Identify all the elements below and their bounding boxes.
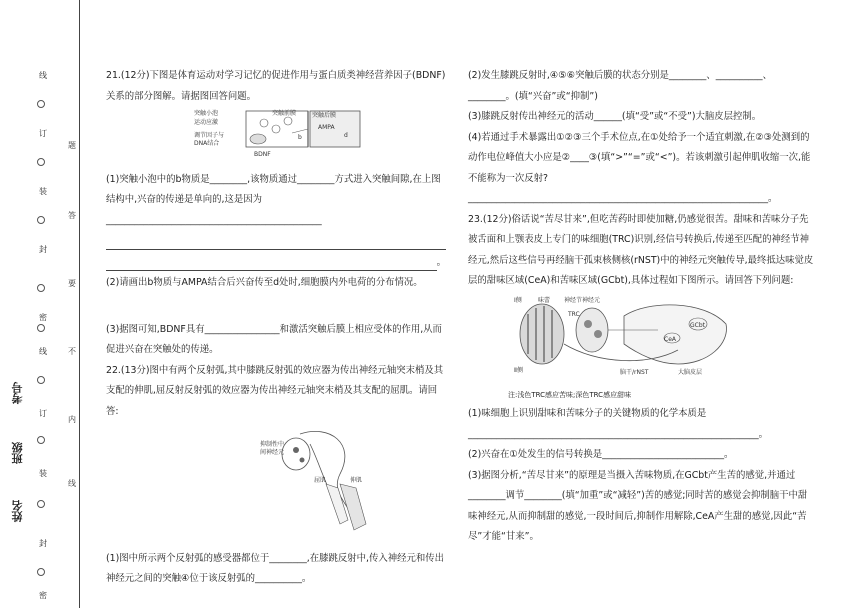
binding-dash-char: 封 xyxy=(39,539,47,548)
answer-line xyxy=(106,253,437,271)
binding-dash-char: 订 xyxy=(39,409,47,418)
fig3-label: Ⅰ侧 xyxy=(514,296,522,304)
fig1-label: AMPA xyxy=(318,124,335,131)
fig3-label: 大脑皮层 xyxy=(678,368,703,376)
binding-dash-char: 装 xyxy=(39,469,47,478)
binding-dash-char: 装 xyxy=(39,187,47,196)
fig3-label: TRC xyxy=(568,310,580,318)
q21-part2: (2)请画出b物质与AMPA结合后兴奋传至d处时,细胞膜内外电荷的分布情况。 xyxy=(106,277,423,288)
binding-dash-char: 密 xyxy=(39,313,47,322)
binding-dash-char: 封 xyxy=(39,245,47,254)
q21-part1-end: 。 xyxy=(436,256,446,268)
fig2-label: 屈肌 xyxy=(314,477,327,484)
fig3-label: CeA xyxy=(664,335,676,343)
q21-part1: (1)突触小泡中的b物质是________,该物质通过________方式进入突触间隙,在上图结构中,兴奋的传递是单向的,这是因为______________________________________________ xyxy=(106,173,441,226)
binding-circle xyxy=(37,376,45,384)
binding-margin xyxy=(0,0,80,608)
class-label: 班级 xyxy=(11,442,24,464)
reflex-arc-figure xyxy=(260,424,376,536)
fig1-label: b xyxy=(298,134,302,141)
q23-part3: (3)据图分析,“苦尽甘来”的原理是当摄入苦味物质,在GCbt产生苦的感觉,并通过________调节________(填“加重”或“减轻”)苦的感觉;同时苦的感觉会抑制脑干中甜味神经元,从而抑制甜的感觉,一段时间后,抑制作用解除,CeA产生甜的感觉,因此“苦尽”才能“甘来”。 xyxy=(468,469,808,542)
right-column xyxy=(468,66,816,548)
q22-intro: 22.(13分)图中有两个反射弧,其中膝跳反射弧的效应器为传出神经元轴突末梢及其支配的伸肌,屈反射反射弧的效应器为传出神经元轴突末梢及其支配的屈肌。请回答: xyxy=(106,364,444,417)
binding-circle xyxy=(37,216,45,224)
figure-note: 注:浅色TRC感应苦味;深色TRC感应甜味 xyxy=(508,391,632,399)
binding-circle xyxy=(37,284,45,292)
binding-dash-char: 订 xyxy=(39,129,47,138)
fig2-label: 间神经元 xyxy=(260,449,285,456)
fig2-label: 伸肌 xyxy=(350,477,363,484)
fig3-label: 神经节神经元 xyxy=(564,296,601,304)
answer-space xyxy=(106,294,446,320)
left-column xyxy=(106,66,446,590)
q22-part1: (1)图中所示两个反射弧的感受器都位于________,在膝跳反射中,传入神经元和传出神经元之间的突触④位于该反射弧的__________。 xyxy=(106,552,444,584)
q23-part1: (1)味细胞上识别甜味和苦味分子的关键物质的化学本质是______________________________________________________________。 xyxy=(468,408,769,440)
fig2-label: 抑制性中 xyxy=(260,441,285,448)
binding-circle xyxy=(37,158,45,166)
binding-dash-char: 线 xyxy=(39,347,47,356)
exam-number-label: 考号 xyxy=(11,382,24,404)
binding-inner-char: 内 xyxy=(68,415,76,424)
q21-part3: (3)据图可知,BDNF具有________________和激活突触后膜上相应受体的作用,从而促进兴奋在突触处的传递。 xyxy=(106,323,442,355)
binding-inner-char: 题 xyxy=(68,141,76,150)
binding-circle xyxy=(37,436,45,444)
binding-circle xyxy=(37,100,45,108)
binding-dash-char: 线 xyxy=(39,71,47,80)
binding-inner-char: 答 xyxy=(68,211,76,220)
binding-circle xyxy=(37,500,45,508)
fig1-label: 突触小泡 xyxy=(194,110,219,117)
fig3-label: Ⅱ侧 xyxy=(514,366,523,374)
q22-part4: (4)若通过手术暴露出①②③三个手术位点,在①处给予一个适宜刺激,在②③处测到的动作电位峰值大小应是②____③(填“>”“=”或“<”)。若该刺激引起伸肌收缩一次,能不能称为一次反射?________________________________________________________________。 xyxy=(468,131,811,204)
fig1-label: 运动应激 xyxy=(194,119,219,126)
binding-circle xyxy=(37,324,45,332)
fig3-label: 味蕾 xyxy=(538,296,551,304)
fig1-label: 突触后膜 xyxy=(312,112,337,119)
fig3-label: GCbt xyxy=(690,321,705,329)
binding-dash-char: 密 xyxy=(39,591,47,600)
name-label: 姓名 xyxy=(11,500,24,522)
fig1-label: BDNF xyxy=(254,151,271,158)
answer-line xyxy=(106,232,446,250)
binding-line xyxy=(79,0,80,608)
q23-intro: 23.(12分)俗话说“苦尽甘来”,但吃苦药时即使加糖,仍感觉很苦。甜味和苦味分子先被舌面和上颚表皮上专门的味细胞(TRC)识别,经信号转换后,传递至匹配的神经节神经元,然后这些信号再经脑干孤束核侧核(rNST)中的神经元突触传导,最终抵达味觉皮层的甜味区域(CeA)和苦味区域(GCbt),具体过程如下图所示。请回答下列问题: xyxy=(468,213,814,286)
fig1-label: 突触前膜 xyxy=(272,110,297,117)
binding-inner-char: 不 xyxy=(68,347,76,356)
fig1-label: 调节因子与 xyxy=(194,132,225,139)
taste-pathway-figure xyxy=(508,294,734,380)
q22-part2: (2)发生膝跳反射时,④⑤⑥突触后膜的状态分别是________、__________、________。(填“兴奋”或“抑制”) xyxy=(468,70,772,102)
binding-inner-char: 要 xyxy=(68,279,76,288)
fig1-label: d xyxy=(344,132,348,139)
binding-circle xyxy=(37,568,45,576)
synapse-figure xyxy=(194,107,362,159)
q21-intro: 21.(12分)下图是体育运动对学习记忆的促进作用与蛋白质类神经营养因子(BDNF)关系的部分图解。请据图回答问题。 xyxy=(106,70,446,102)
q22-part3: (3)膝跳反射传出神经元的活动______(填“受”或“不受”)大脑皮层控制。 xyxy=(468,111,762,122)
fig1-label: DNA结合 xyxy=(194,140,220,147)
q23-part2: (2)兴奋在①处发生的信号转换是__________________________。 xyxy=(468,449,734,460)
binding-inner-char: 线 xyxy=(68,479,76,488)
fig3-label: 脑干/rNST xyxy=(620,368,649,376)
